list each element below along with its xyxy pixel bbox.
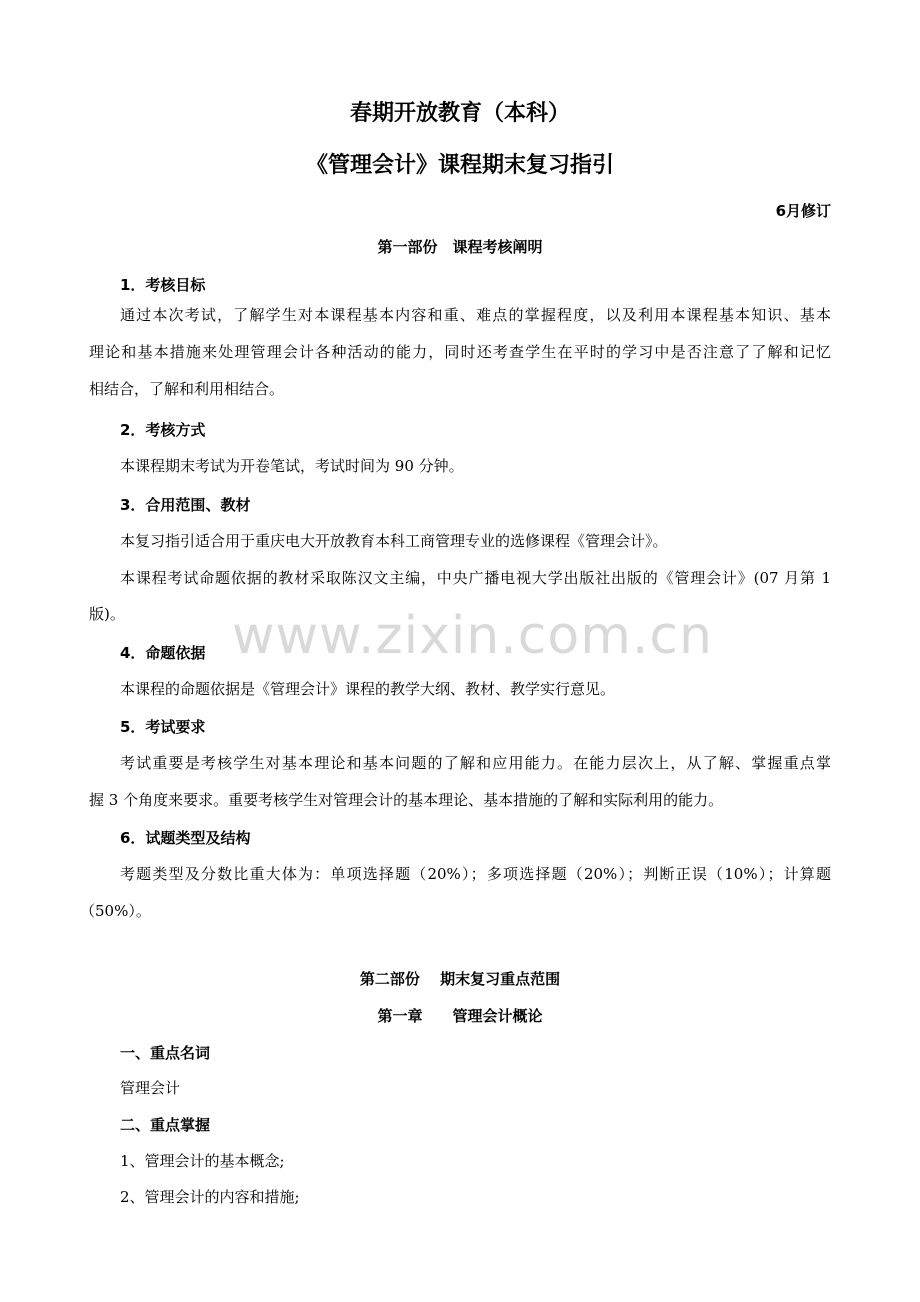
paragraph-line: 考试重要是考核学生对基本理论和基本问题的了解和应用能力。在能力层次上，从了解、掌握重点掌 xyxy=(120,754,831,772)
paragraph-line: 理论和基本措施来处理管理会计各种活动的能力，同时还考查学生在平时的学习中是否注意了了解和记忆 xyxy=(89,343,831,361)
paragraph-line: 本课程期末考试为开卷笔试，考试时间为 90 分钟。 xyxy=(120,457,464,475)
revision-note: 6月修订 xyxy=(775,202,831,220)
document-title: 春期开放教育（本科） xyxy=(349,101,570,126)
list-item: 管理会计 xyxy=(120,1079,181,1097)
subsection-title: 二、重点掌握 xyxy=(120,1116,211,1134)
part2-heading: 第二部份 期末复习重点范围 xyxy=(359,970,561,988)
subsection-title: 一、重点名词 xyxy=(120,1044,211,1062)
paragraph-line: 本复习指引适合用于重庆电大开放教育本科工商管理专业的选修课程《管理会计》。 xyxy=(120,532,668,550)
section-title: 6．试题类型及结构 xyxy=(120,829,251,847)
document-subtitle: 《管理会计》课程期末复习指引 xyxy=(305,153,614,178)
part1-heading: 第一部份 课程考核阐明 xyxy=(377,238,543,256)
section-title: 4．命题依据 xyxy=(120,644,206,662)
chapter-heading: 第一章 管理会计概论 xyxy=(377,1007,543,1025)
list-item: 2、管理会计的内容和措施; xyxy=(120,1188,300,1206)
section-title: 3．合用范围、教材 xyxy=(120,496,251,514)
paragraph-line: 握 3 个角度来要求。重要考核学生对管理会计的基本理论、基本措施的了解和实际利用的能力。 xyxy=(89,791,724,809)
paragraph-line: 通过本次考试，了解学生对本课程基本内容和重、难点的掌握程度，以及利用本课程基本知识、基本 xyxy=(120,306,831,324)
paragraph-line: 本课程考试命题依据的教材采取陈汉文主编，中央广播电视大学出版社出版的《管理会计》(07 月第 1 xyxy=(120,569,831,587)
section-title: 5．考试要求 xyxy=(120,718,206,736)
section-title: 2．考核方式 xyxy=(120,421,206,439)
paragraph-line: 相结合，了解和利用相结合。 xyxy=(89,380,285,398)
paragraph-line: 考题类型及分数比重大体为：单项选择题（20%）；多项选择题（20%）；判断正误（10%）；计算题 xyxy=(120,865,831,883)
watermark: www.zixin.com.cn xyxy=(232,606,713,666)
section-title: 1．考核目标 xyxy=(120,276,206,294)
paragraph-line: 本课程的命题依据是《管理会计》课程的教学大纲、教材、教学实行意见。 xyxy=(120,680,616,698)
list-item: 1、管理会计的基本概念; xyxy=(120,1152,285,1170)
paragraph-line: 版)。 xyxy=(89,605,125,623)
paragraph-line: （50%）。 xyxy=(80,902,151,920)
